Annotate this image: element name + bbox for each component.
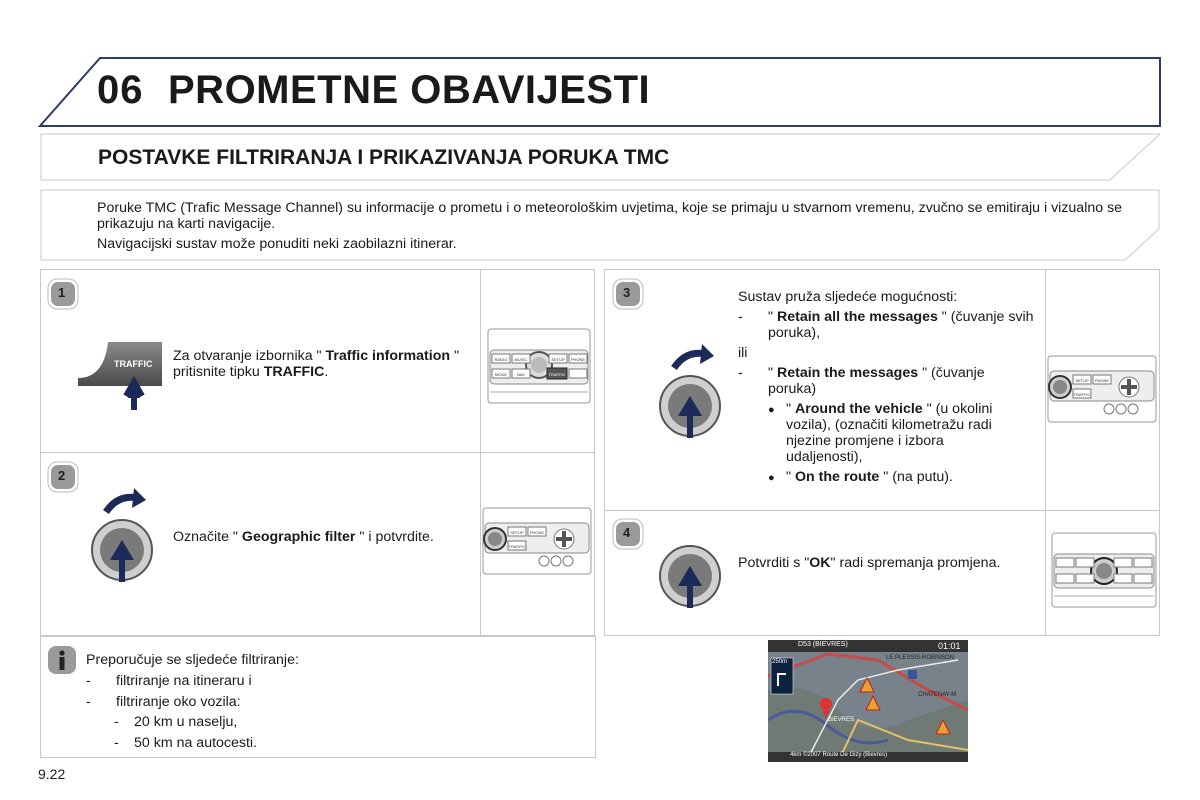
step-1-menu-name: Traffic information — [325, 348, 451, 364]
step-2-number: 2 — [58, 468, 66, 483]
chapter-number: 06 — [97, 68, 144, 112]
svg-text:MODE: MODE — [495, 372, 507, 377]
traffic-key-label: TRAFFIC — [114, 359, 153, 369]
map-place-label: BIEVRES — [828, 717, 855, 723]
step-1-text-post: . — [324, 364, 329, 380]
intro-paragraph: Navigacijski sustav može ponuditi neki zaobilazni itinerar. — [97, 236, 457, 252]
svg-text:SETUP: SETUP — [551, 357, 565, 362]
option-retain-all — [738, 309, 1034, 341]
intro-paragraph: Poruke TMC (Trafic Message Channel) su informacije o prometu i o meteorološkim uvjetima, koje se primaju u stvarnom vremenu, zvučno se emitiraju i vizualno se prikazuju na karti navigacije. — [97, 200, 1123, 232]
tip-subitem: - 20 km u naselju, — [114, 712, 566, 733]
option-text-pre: " — [786, 401, 795, 417]
step-3-number: 3 — [623, 285, 631, 300]
step-2-badge — [47, 461, 77, 491]
step-2-text — [173, 529, 463, 545]
radio-device-illustration — [1047, 355, 1157, 423]
option-retain-messages — [738, 365, 1034, 397]
step-2-menu-name: Geographic filter — [241, 529, 356, 545]
map-place-label: CHATENAY-M — [918, 692, 957, 698]
option-text-pre: " — [786, 469, 795, 485]
tip-text — [86, 650, 566, 754]
suboption-on-route — [768, 469, 1008, 485]
map-time: 01:01 — [938, 641, 961, 651]
step-3-lead: Sustav pruža sljedeće mogućnosti: — [738, 289, 958, 305]
option-name: Retain all the messages — [776, 309, 938, 325]
step-4-text — [738, 555, 1018, 571]
rotary-knob-turn-press-icon — [656, 344, 728, 440]
step-4-text-pre: Potvrditi s " — [738, 555, 810, 571]
step-3-text — [738, 289, 1034, 485]
section-title: POSTAVKE FILTRIRANJA I PRIKAZIVANJA PORUKA TMC — [98, 146, 670, 169]
page-number: 9.22 — [38, 766, 66, 782]
info-icon — [47, 645, 77, 680]
radio-device-illustration — [487, 328, 591, 404]
intro-text — [97, 200, 1127, 256]
rotary-knob-turn-press-icon — [88, 488, 160, 584]
step-3-badge — [612, 278, 642, 308]
traffic-key-icon — [78, 340, 164, 412]
radio-device-illustration — [1051, 532, 1157, 608]
step-1-number: 1 — [58, 285, 66, 300]
step-4-key-name: OK — [809, 555, 831, 571]
option-text-pre: " — [768, 365, 777, 381]
svg-text:TRAFFIC: TRAFFIC — [1073, 392, 1091, 397]
tip-item: - filtriranje oko vozila: — [86, 692, 566, 713]
step-1-text — [173, 348, 463, 380]
step-2-text-pre: Označite " — [173, 529, 242, 545]
option-text-post: " (čuvanje poruka) — [768, 365, 985, 397]
step-4-badge — [612, 518, 642, 548]
option-text-post: " (u okolini vozila), (označiti kilometražu radi njezine promjene i izbora udaljenosti), — [786, 401, 993, 465]
map-road-name: D53 (BIEVRES) — [798, 641, 848, 648]
map-footer: 4km ©2007 Route De Gizy (Bievres) — [790, 752, 888, 758]
step-2-text-post: " i potvrdite. — [355, 529, 434, 545]
option-name: On the route — [794, 469, 880, 485]
step-1-text-pre: Za otvaranje izbornika " — [173, 348, 326, 364]
svg-text:PHONE: PHONE — [1094, 378, 1110, 383]
suboption-around-vehicle — [768, 401, 1008, 465]
tip-item: - filtriranje na itineraru i — [86, 671, 566, 692]
chapter-title: PROMETNE OBAVIJESTI — [168, 68, 651, 112]
svg-text:RADIO: RADIO — [494, 357, 508, 362]
option-name: Around the vehicle — [794, 401, 923, 417]
svg-text:TRAFFIC: TRAFFIC — [548, 372, 566, 377]
step-1-key-name: TRAFFIC — [263, 364, 325, 380]
svg-text:PHONE: PHONE — [529, 530, 545, 535]
svg-text:TRAFFIC: TRAFFIC — [508, 544, 526, 549]
or-label: ili — [738, 345, 748, 361]
svg-text:SETUP: SETUP — [1075, 378, 1089, 383]
tip-subitem: - 50 km na autocesti. — [114, 733, 566, 754]
step-4-number: 4 — [623, 525, 631, 540]
step-1-text-mid: " pritisnite tipku — [173, 348, 460, 380]
svg-text:NAV: NAV — [517, 372, 525, 377]
navigation-map-screenshot — [768, 640, 968, 762]
svg-text:PHONE: PHONE — [570, 357, 586, 362]
radio-device-illustration — [482, 507, 592, 575]
map-place-label: LE PLESSIS-ROBINSON — [886, 655, 955, 661]
step-4-text-post: " radi spremanja promjena. — [830, 555, 1001, 571]
option-text-post: " (čuvanje svih poruka), — [768, 309, 1034, 341]
svg-text:MUSIC: MUSIC — [514, 357, 528, 362]
rotary-knob-press-icon — [658, 544, 722, 610]
step-1-badge — [47, 278, 77, 308]
option-text-pre: " — [768, 309, 777, 325]
option-text-post: " (na putu). — [879, 469, 953, 485]
option-name: Retain the messages — [776, 365, 919, 381]
map-distance: 250m — [772, 659, 788, 665]
tip-lead: Preporučuje se sljedeće filtriranje: — [86, 652, 299, 668]
svg-text:SETUP: SETUP — [510, 530, 524, 535]
